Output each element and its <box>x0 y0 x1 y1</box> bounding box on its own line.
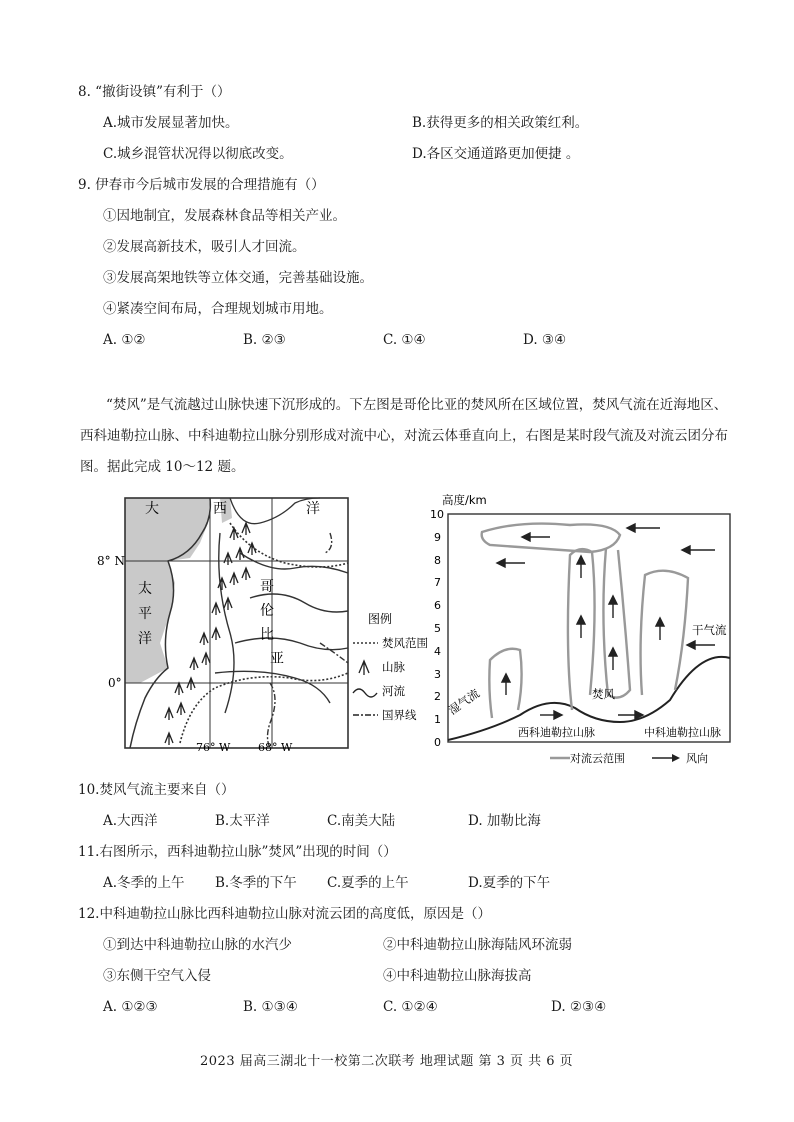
reading-passage-text: “焚风”是气流越过山脉快速下沉形成的。下左图是哥伦比亚的焚风所在区域位置，焚风气流在近海地区、西科迪勒拉山脉、中科迪勒拉山脉分别形成对流中心，对流云体垂直向上，右图是某时段气流及对流云团分布图。据此完成 10～12 题。 <box>80 397 728 475</box>
y-tick: 0 <box>434 736 441 749</box>
question-8-option-b: B.获得更多的相关政策红利。 <box>412 115 589 131</box>
legend-border: 国界线 <box>382 708 417 722</box>
question-11-stem: 11.右图所示，西科迪勒拉山脉”焚风”出现的时间（） <box>78 844 397 860</box>
y-tick: 1 <box>434 713 441 726</box>
question-12-option-c: C. ①②④ <box>383 999 438 1015</box>
map-lat-8n: 8° N <box>97 554 125 568</box>
question-12-statement-2: ②中科迪勒拉山脉海陆风环流弱 <box>383 937 572 953</box>
y-tick: 6 <box>434 599 441 612</box>
question-9-statement-1: ①因地制宜，发展森林食品等相关产业。 <box>103 208 346 224</box>
map-label-colombia-1: 哥 <box>260 579 274 595</box>
label-foehn: 焚风 <box>592 687 615 701</box>
y-tick: 7 <box>434 576 441 589</box>
y-tick: 5 <box>434 622 441 635</box>
legend-foehn-range: 焚风范围 <box>382 636 428 650</box>
question-8-option-c: C.城乡混管状况得以彻底改变。 <box>103 146 293 162</box>
question-9-statement-4: ④紧凑空间布局，合理规划城市用地。 <box>103 301 333 317</box>
map-label-atlantic-2: 西 <box>213 501 227 517</box>
question-11-option-c: C.夏季的上午 <box>327 875 409 891</box>
y-tick: 9 <box>434 531 441 544</box>
y-tick: 3 <box>434 668 441 681</box>
question-10-option-d: D. 加勒比海 <box>468 813 541 829</box>
mountain-icon <box>359 661 369 675</box>
question-12-option-d: D. ②③④ <box>551 999 607 1015</box>
reading-passage <box>80 390 730 483</box>
question-10-option-a: A.大西洋 <box>103 813 158 829</box>
map-lon-76w: 76° W <box>196 741 231 754</box>
section-y-ticks <box>430 508 444 749</box>
page-footer: 2023 届高三湖北十一校第二次联考 地理试题 第 3 页 共 6 页 <box>200 1054 574 1069</box>
legend-wind-direction: 风向 <box>686 752 708 765</box>
label-wet-airflow: 湿气流 <box>445 686 482 718</box>
label-dry-airflow: 干气流 <box>692 623 727 637</box>
map-label-atlantic-3: 洋 <box>306 501 320 517</box>
legend-mountain: 山脉 <box>382 660 405 674</box>
question-9-statement-3: ③发展高架地铁等立体交通，完善基础设施。 <box>103 270 373 286</box>
question-9-option-b: B. ②③ <box>243 332 286 348</box>
y-tick: 10 <box>430 508 444 521</box>
question-10-option-b: B.太平洋 <box>215 813 270 829</box>
question-10-stem: 10.焚风气流主要来自（） <box>78 782 235 798</box>
question-9-option-c: C. ①④ <box>383 332 426 348</box>
question-8-stem: 8. “撤街设镇”有利于（） <box>78 84 231 100</box>
river-icon <box>353 689 377 697</box>
map-label-colombia-3: 比 <box>260 627 274 643</box>
question-10-option-c: C.南美大陆 <box>327 813 396 829</box>
question-11-option-a: A.冬季的上午 <box>103 875 185 891</box>
question-12-option-a: A. ①②③ <box>103 999 158 1015</box>
map-label-pacific-3: 洋 <box>138 631 152 647</box>
legend-cloud-range: 对流云范围 <box>570 752 625 765</box>
y-tick: 8 <box>434 554 441 567</box>
colombia-location-map <box>97 493 428 754</box>
label-western-cordillera: 西科迪勒拉山脉 <box>518 726 595 739</box>
question-8-option-a: A.城市发展显著加快。 <box>103 115 239 131</box>
question-12-option-b: B. ①③④ <box>243 999 298 1015</box>
arrow-icon <box>672 754 680 762</box>
question-12-statement-4: ④中科迪勒拉山脉海拔高 <box>383 968 532 984</box>
y-tick: 4 <box>434 645 441 658</box>
legend-river: 河流 <box>382 684 405 698</box>
map-label-pacific-2: 平 <box>138 606 152 622</box>
map-label-colombia-4: 亚 <box>270 651 284 667</box>
question-12-statement-3: ③东侧干空气入侵 <box>103 968 211 984</box>
question-8-option-d: D.各区交通道路更加便捷 。 <box>412 146 580 162</box>
map-label-atlantic-1: 大 <box>145 501 159 517</box>
map-legend-title: 图例 <box>368 612 393 626</box>
question-12-stem: 12.中科迪勒拉山脉比西科迪勒拉山脉对流云团的高度低，原因是（） <box>78 906 491 922</box>
airflow-cross-section <box>430 490 740 770</box>
map-label-pacific-1: 太 <box>138 581 152 597</box>
map-label-colombia-2: 伦 <box>260 603 274 619</box>
question-11-option-d: D.夏季的下午 <box>468 875 551 891</box>
question-9-stem: 9. 伊春市今后城市发展的合理措施有（） <box>78 177 325 193</box>
question-11-option-b: B.冬季的下午 <box>215 875 297 891</box>
map-lon-68w: 68° W <box>258 741 293 754</box>
y-tick: 2 <box>434 690 441 703</box>
label-central-cordillera: 中科迪勒拉山脉 <box>644 726 721 739</box>
section-ylabel: 高度/km <box>442 493 487 507</box>
question-9-option-a: A. ①② <box>103 332 146 348</box>
question-9-statement-2: ②发展高新技术，吸引人才回流。 <box>103 239 306 255</box>
question-9-option-d: D. ③④ <box>523 332 567 348</box>
question-12-statement-1: ①到达中科迪勒拉山脉的水汽少 <box>103 937 292 953</box>
map-lat-0: 0° <box>108 676 122 690</box>
